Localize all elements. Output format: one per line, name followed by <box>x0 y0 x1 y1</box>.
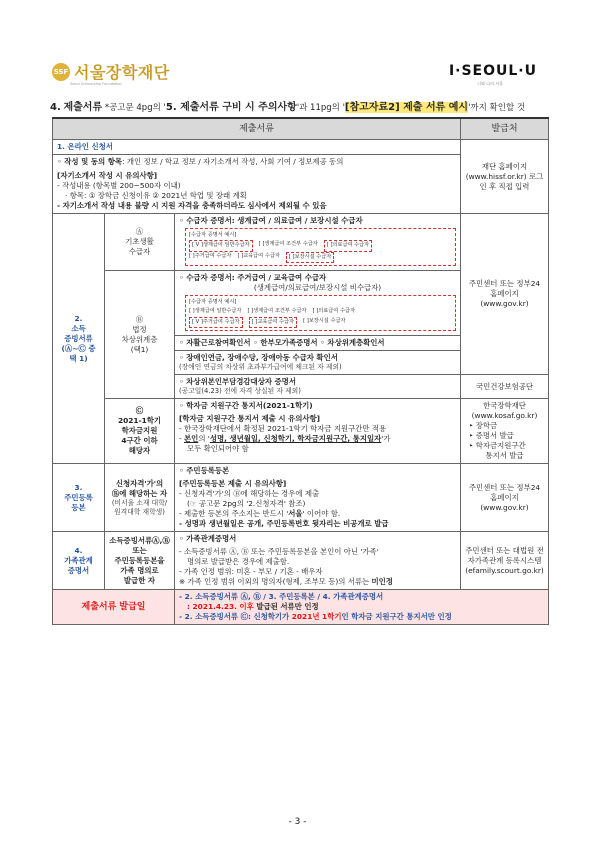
sec2c-guide2 <box>179 434 456 444</box>
org-sub: Seoul Scholarship Foundation <box>70 82 122 86</box>
sec4-g1: - 소득증빙서류 Ⓐ, Ⓑ 또는 주민등록등본을 본인이 아닌 '가족' <box>179 547 379 557</box>
sec3-g4: - 성명과 생년월일은 공개, 주민등록번호 뒷자리는 비공개로 발급 <box>179 519 389 529</box>
sec2-cat-3: 증빙서류 <box>64 333 93 343</box>
brand-sub: 너와 나의 서울 <box>477 81 503 86</box>
sec4-sub3: 주민등록등본을 <box>114 555 165 565</box>
sec2b-ex-title: [수급자 증명서 예시] <box>189 299 237 306</box>
section-heading <box>50 98 525 113</box>
sec2c-mark: Ⓒ <box>135 406 144 416</box>
sec2a-ex-r1c2: [ ]생계급여 조건부 수급자 <box>258 241 318 248</box>
sec2a-body <box>175 214 461 271</box>
sec2b-label2: 차상위계층 <box>121 334 158 344</box>
sec2c-guide1: - 한국장학재단에서 확정된 2021-1학기 학자금 지원구간만 적용 <box>179 424 387 434</box>
sec2b-example <box>185 295 456 331</box>
sec2b-ex-r1c1: [ ]생계급여 일반수급자 <box>189 308 242 315</box>
sec3-g3c: ' 이어야 함. <box>302 509 341 519</box>
sec2c-label2: 학자금지원 <box>121 426 158 436</box>
sec2-cat-2: 소득 <box>71 323 86 333</box>
sec2b-ex-r1c2: [ ]생계급여 조건부 수급자 <box>247 308 307 315</box>
sec2b-body2 <box>175 336 461 351</box>
sec2b-ex-r2c1: [ V ]주거급여 수급자 <box>189 317 243 328</box>
sec2a-ex-r2c1: [ ]주거급여 수급자 <box>189 252 232 259</box>
sec1-issuer: 재단 홈페이지 (www.hissf.or.kr) 로그인 후 직접 입력 <box>461 140 549 214</box>
sec2b-body3 <box>175 351 461 375</box>
sec3-sub2: Ⓑ에 해당하는 자 <box>111 488 168 498</box>
sec3-cat-3: 등본 <box>71 502 86 512</box>
sec2b-ex-r2c2: [ ]교육급여 수급자 <box>249 317 297 328</box>
sec2b-item3: ◦ 장애인연금, 장애수당, 장애아동 수급자 확인서 <box>179 353 338 363</box>
sec1-line1 <box>57 157 456 167</box>
sec3-sub3: (비서울 소재 대학/ <box>111 498 168 507</box>
sec4-cat-1: 4. <box>74 545 83 555</box>
sec4-g3a: ※ 가족 인정 범위 이외의 명의자(형제, 조부모 등)의 서류는 <box>179 577 372 587</box>
sec2b-item3b: (장애인 연금의 차상위 초과부가급여에 체크된 자 제외) <box>179 363 342 372</box>
sec2a-example <box>185 228 456 266</box>
sec3-g3b: 서울 <box>288 509 303 519</box>
sec4-g3b: 미인정 <box>371 577 393 587</box>
sec3-item: ◦ 주민등록등본 <box>179 466 230 476</box>
sec3-sub1: 신청자격'가'의 <box>115 478 164 488</box>
sec3-label <box>105 464 175 532</box>
sec2c-iss4: ‣ 증명서 발급 <box>469 431 514 441</box>
sec4-g1b: 명의로 발급받은 경우에 제출함. <box>187 557 290 567</box>
sec3-cat-2: 주민등록 <box>64 492 93 502</box>
sec3-g1: - 신청자격'가'의 Ⓑ에 해당하는 경우에 제출 <box>179 489 320 499</box>
sec2b-item4: ◦ 차상위본인부담경감대상자 증명서 <box>179 377 296 387</box>
sec2c-label <box>105 399 175 464</box>
submit-l3 <box>179 612 544 622</box>
sec1-guide2: · 항목: ① 장학금 신청이유 ② 2021년 학업 및 장래 계획 <box>65 191 247 201</box>
submit-l3c: 인 학자금 지원구간 통지서만 인정 <box>341 612 452 622</box>
sec2c-label1: 2021-1학기 <box>117 416 162 426</box>
sec4-g3 <box>179 577 456 587</box>
sec2b-item2c: ◦ 차상위계층확인서 <box>320 338 385 348</box>
sec1-line1-text: : 개인 정보 / 학교 정보 / 자기소개서 작성, 사회 기여 / 정보제공 동의 <box>122 157 344 167</box>
heading-title: 제출서류 <box>63 102 103 113</box>
sec2c-row <box>53 399 549 464</box>
sec4-label <box>105 532 175 590</box>
heading-note-suffix: '까지 확인할 것 <box>468 103 526 113</box>
sec2a-ex-r2c3: [ ]보장시설 수급자 <box>286 252 334 263</box>
sec2b-ex-r2c3: [ ]보장시설 수급자 <box>303 317 346 324</box>
sec4-cat-3: 증명서 <box>67 565 90 575</box>
sec1-title: 1. 온라인 신청서 <box>53 140 461 155</box>
table-header-row <box>53 118 549 140</box>
sec2b-item1: ◦ 수급자 증명서: 주거급여 / 교육급여 수급자 <box>179 273 327 283</box>
sec2a-label <box>105 214 175 271</box>
sec2b-ex-row2 <box>189 317 452 328</box>
sec4-sub1: 소득증빙서류Ⓐ,Ⓑ <box>109 535 170 545</box>
sec2b-issuer: 주민센터 또는 정부24 홈페이지 (www.gov.kr) <box>461 214 549 375</box>
sec4-cat-2: 가족관계 <box>64 555 93 565</box>
sec3-issuer: 주민센터 또는 정부24 홈페이지 (www.gov.kr) <box>461 464 549 532</box>
sec2a-row <box>53 214 549 271</box>
sec2b-item4b: (공고일(4.23) 전에 자격 상실된 자 제외) <box>179 387 301 396</box>
sec2a-ex-title: [수급자 증명서 예시] <box>189 232 237 239</box>
sec2c-guide-title: [학자금 지원구간 통지서 제출 시 유의사항] <box>179 414 320 424</box>
heading-number: 4. <box>50 102 61 113</box>
sec1-line1-label: ◦ 작성 및 동의 항목 <box>57 157 122 167</box>
col-docs-header: 제출서류 <box>53 118 461 140</box>
sec2c-g2b: 본인 <box>184 434 199 444</box>
sec2c-iss2: (www.kosaf.go.kr) <box>471 411 538 421</box>
sec2c-label4: 해당자 <box>128 446 151 456</box>
sec2-cat-4: (Ⓐ~Ⓒ 중 택 1) <box>61 343 96 363</box>
submit-l2b: 발급된 서류만 인정 <box>253 602 319 612</box>
sec2b-label1: 법정 <box>132 324 147 334</box>
submit-l2a: : 2021.4.23. 이후 <box>187 602 254 612</box>
sec3-body <box>175 464 461 532</box>
sec2c-iss3: ‣ 장학금 <box>469 421 498 431</box>
sec1-title-row <box>53 140 549 155</box>
sec2a-ex-r1c1: [ V ]생계급여 일반수급자 <box>189 240 253 251</box>
sec3-cat-1: 3. <box>74 482 83 492</box>
sec2b-mark: Ⓑ <box>135 314 144 324</box>
org-logo <box>52 60 170 83</box>
sec3-g2: (☞ 공고문 2pg의 '2.신청자격' 참조) <box>187 499 306 509</box>
col-issuer-header: 발급처 <box>461 118 549 140</box>
sec2b-label <box>105 271 175 399</box>
documents-table <box>52 117 549 625</box>
sec2c-iss1: 한국장학재단 <box>483 401 526 411</box>
sec4-sub2: 또는 <box>132 545 147 555</box>
sec2b-body4 <box>175 375 461 399</box>
sec2b-item2b: ◦ 한부모가족증명서 <box>253 338 318 348</box>
submit-l3b: 2021년 1학기 <box>291 612 342 622</box>
sec4-body <box>175 532 461 590</box>
submit-l3a: - 2. 소득증빙서류 Ⓒ: 신청학기가 <box>179 612 292 622</box>
sec2c-body <box>175 399 461 464</box>
sec3-sub4: 원격대학 재학생) <box>114 507 165 516</box>
sec4-g2: - 가족 인정 범위: 미혼 - 부모 / 기혼 - 배우자 <box>179 567 323 577</box>
sec2a-item: ◦ 수급자 증명서: 생계급여 / 의료급여 / 보장시설 수급자 <box>179 216 363 226</box>
sec2c-iss5: ‣ 학자금지원구간 <box>469 441 526 451</box>
sec4-issuer: 주민센터 또는 대법원 전자가족관계 등록시스템 (efamily.scourt.go.kr) <box>461 532 549 590</box>
sec3-guide-title: [주민등록등본 제출 시 유의사항] <box>179 479 287 489</box>
brand-logo: I·SEOUL·U <box>448 63 537 79</box>
sec2c-g2c: 의 ' <box>198 434 210 444</box>
sec2a-ex-r1c3: [ ]의료급여 수급자 <box>324 240 372 251</box>
sec2a-ex-row1 <box>189 240 452 251</box>
sec1-guide-title: [자기소개서 작성 시 유의사항] <box>57 171 158 181</box>
sec2c-guide3: 모두 확인되어야 함 <box>187 444 249 454</box>
sec2b4-issuer: 국민건강보험공단 <box>461 375 549 399</box>
sec2c-issuer <box>461 399 549 464</box>
sec2-category <box>53 214 105 464</box>
sec2a-ex-r2c2: [ ]교육급여 수급자 <box>237 252 280 259</box>
sec3-row <box>53 464 549 532</box>
sec2a-mark: Ⓐ <box>135 227 144 237</box>
submit-label: 제출서류 발급일 <box>53 590 175 625</box>
sec1-body <box>53 155 461 214</box>
sec4-item: ◦ 가족관계증명서 <box>179 534 237 544</box>
submit-l1: - 2. 소득증빙서류 Ⓐ, Ⓑ / 3. 주민등록본 / 4. 가족관계증명서 <box>179 592 384 602</box>
org-emblem-icon: SSF <box>52 63 70 81</box>
sec3-g3 <box>179 509 456 519</box>
sec2c-g2a: - <box>179 434 185 444</box>
heading-note-mid: '과 11pg의 ' <box>296 103 345 113</box>
sec3-category <box>53 464 105 532</box>
sec2c-label3: 4구간 이하 <box>121 436 158 446</box>
org-name: 서울장학재단 <box>74 63 170 82</box>
sec2c-item: ◦ 학자금 지원구간 통지서(2021-1학기) <box>179 401 313 411</box>
sec3-g3a: - 제출한 등본의 주소지는 반드시 ' <box>179 509 289 519</box>
sec4-category <box>53 532 105 590</box>
submit-l2 <box>179 602 544 612</box>
sec2b-label3: (택1) <box>130 344 149 354</box>
submit-body <box>175 590 549 625</box>
sec4-row <box>53 532 549 590</box>
sec2a-label1: 기초생활 <box>125 237 154 247</box>
sec2b-item1b: (생계급여/의료급여/보장시설 비수급자) <box>253 283 382 293</box>
submit-row <box>53 590 549 625</box>
heading-note-ref1: 5. 제출서류 구비 시 주의사항 <box>165 102 297 113</box>
heading-note-ref2: [참고자료2] 제출 서류 예시 <box>344 102 469 113</box>
sec1-guide1: - 작성내용 (항목별 200~500자 이내) <box>57 181 181 191</box>
sec2b-body1 <box>175 271 461 336</box>
sec2b-ex-r1c3: [ ]의료급여 수급자 <box>312 308 355 315</box>
page-number: - 3 - <box>288 817 307 827</box>
sec2c-iss6: 통지서 발급 <box>485 451 524 461</box>
sec4-sub5: 발급한 자 <box>123 575 156 585</box>
sec1-guide3: - 자기소개서 작성 내용 불량 시 지원 자격을 충족하더라도 심사에서 제외될 수 있음 <box>57 201 327 211</box>
sec2-cat-1: 2. <box>74 313 83 323</box>
sec2a-ex-row2 <box>189 252 452 263</box>
sec2b-item2a: ◦ 자활근로참여확인서 <box>179 338 251 348</box>
sec2a-label2: 수급자 <box>128 247 151 257</box>
sec2b-ex-row1 <box>189 307 452 316</box>
sec4-sub4: 가족 명의로 <box>120 565 159 575</box>
sec2c-g2e: '가 <box>381 434 391 444</box>
heading-note-prefix: *공고문 4pg의 ' <box>104 103 166 113</box>
sec2c-g2d: 성명, 생년월일, 신청학기, 학자금지원구간, 통지일자 <box>209 434 382 444</box>
